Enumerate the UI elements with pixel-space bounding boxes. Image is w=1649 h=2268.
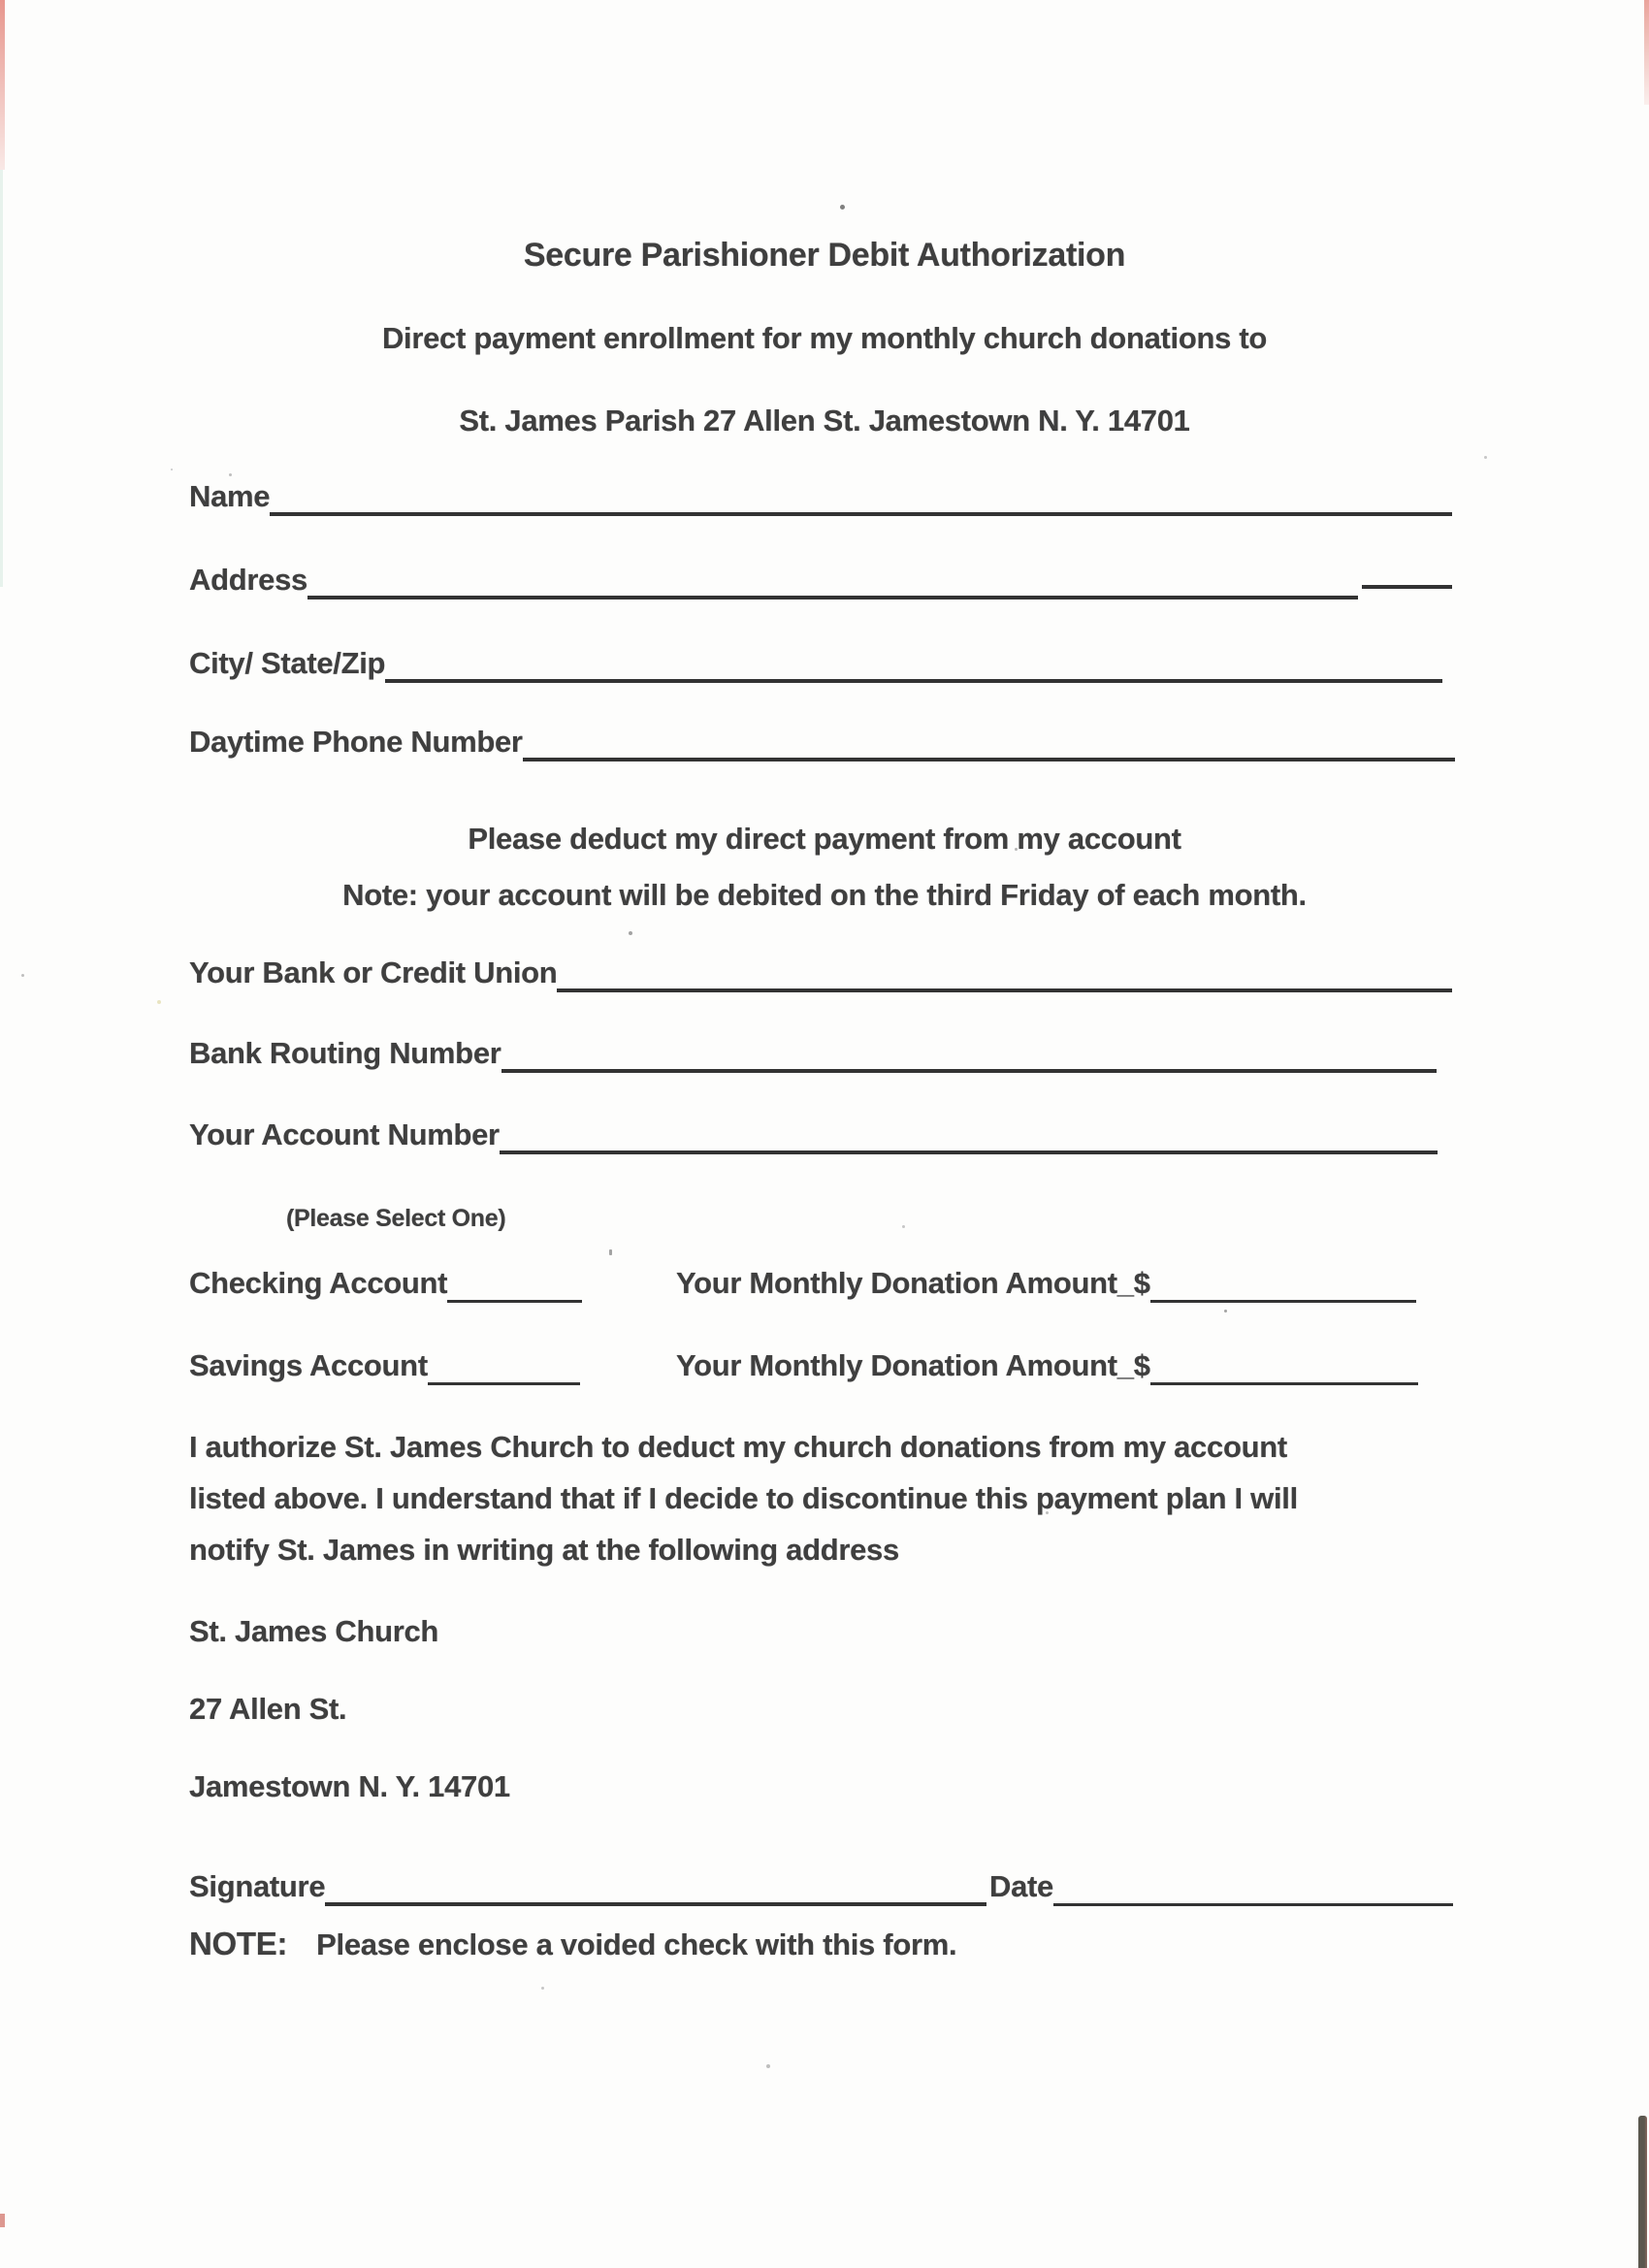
city-state-zip-field-line [385,644,1442,683]
scan-speck [1484,456,1487,459]
scan-speck [171,469,173,470]
name-field-line [270,477,1452,516]
daytime-phone-field-row [189,723,1455,761]
date-line [1053,1867,1453,1906]
monthly-amount-row-checking [676,1264,1416,1303]
bank-label: Your Bank or Credit Union [189,956,558,989]
date-label: Date [989,1869,1053,1903]
checking-account-row [189,1264,582,1303]
checking-account-label: Checking Account [189,1266,448,1300]
scan-speck [902,1225,905,1228]
monthly-amount-label-checking: Your Monthly Donation Amount_$ [676,1266,1150,1300]
date-row [989,1867,1453,1906]
bank-field-row [189,954,1452,992]
signature-label: Signature [189,1869,326,1903]
scan-speck [541,1987,544,1990]
footer-note-row [189,1925,1256,1963]
authorization-paragraph-line2: listed above. I understand that if I decide to discontinue this payment plan I will [189,1481,1298,1515]
savings-account-row [189,1346,580,1385]
checking-account-line [447,1264,582,1303]
scan-speck [609,1249,612,1255]
scan-speck [229,473,232,476]
address-label: Address [189,563,307,597]
account-number-field-line [500,1116,1438,1154]
routing-label: Bank Routing Number [189,1036,501,1070]
routing-field-row [189,1034,1437,1073]
monthly-amount-line-checking [1150,1264,1416,1303]
church-street: 27 Allen St. [189,1692,347,1726]
city-state-zip-label: City/ State/Zip [189,646,386,680]
church-name: St. James Church [189,1614,439,1648]
scan-speck [1015,848,1018,851]
routing-field-line [501,1034,1437,1073]
monthly-amount-line-savings [1150,1346,1418,1385]
scan-artifact-right-bottom-bar [1638,2116,1647,2268]
monthly-amount-label-savings: Your Monthly Donation Amount_$ [676,1348,1150,1382]
daytime-phone-label: Daytime Phone Number [189,725,523,759]
scan-speck [840,205,845,210]
enrollment-line: Direct payment enrollment for my monthly church donations to [381,321,1268,355]
scan-speck [1224,1310,1227,1312]
form-title: Secure Parishioner Debit Authorization [523,237,1126,274]
address-field-line [307,561,1358,599]
city-state-zip-field-row [189,644,1442,683]
daytime-phone-field-line [523,723,1455,761]
bank-field-line [557,954,1452,992]
select-one-note: (Please Select One) [286,1205,506,1232]
scan-speck [157,1000,161,1004]
scan-speck [766,2064,770,2068]
account-number-label: Your Account Number [189,1118,500,1151]
scan-artifact-right-top [1644,0,1649,105]
scan-artifact-left-top [0,0,5,170]
address-field-row [189,561,1358,599]
account-number-field-row [189,1116,1438,1154]
signature-row [189,1867,986,1906]
scan-speck [1046,1511,1049,1514]
authorization-paragraph-line1: I authorize St. James Church to deduct my church donations from my account [189,1430,1287,1464]
parish-address-line: St. James Parish 27 Allen St. Jamestown N. Y. 14701 [459,404,1190,437]
note-text: Please enclose a voided check with this form. [316,1928,957,1961]
debit-note: Note: your account will be debited on the third Friday of each month. [342,878,1307,912]
church-city: Jamestown N. Y. 14701 [189,1769,510,1803]
scan-artifact-left-bottom-dash [0,2214,5,2227]
note-label: NOTE: [189,1926,288,1961]
deduct-instruction: Please deduct my direct payment from my account [468,822,1181,856]
scan-speck [629,931,632,935]
savings-account-label: Savings Account [189,1348,428,1382]
savings-account-line [428,1346,580,1385]
signature-line [325,1867,986,1906]
scan-speck [21,974,24,977]
monthly-amount-row-savings [676,1346,1418,1385]
address-field-line-extra [1362,585,1452,589]
scan-artifact-left-tint [0,170,3,587]
authorization-paragraph-line3: notify St. James in writing at the following address [189,1533,899,1567]
name-label: Name [189,479,271,513]
name-field-row [189,477,1452,516]
